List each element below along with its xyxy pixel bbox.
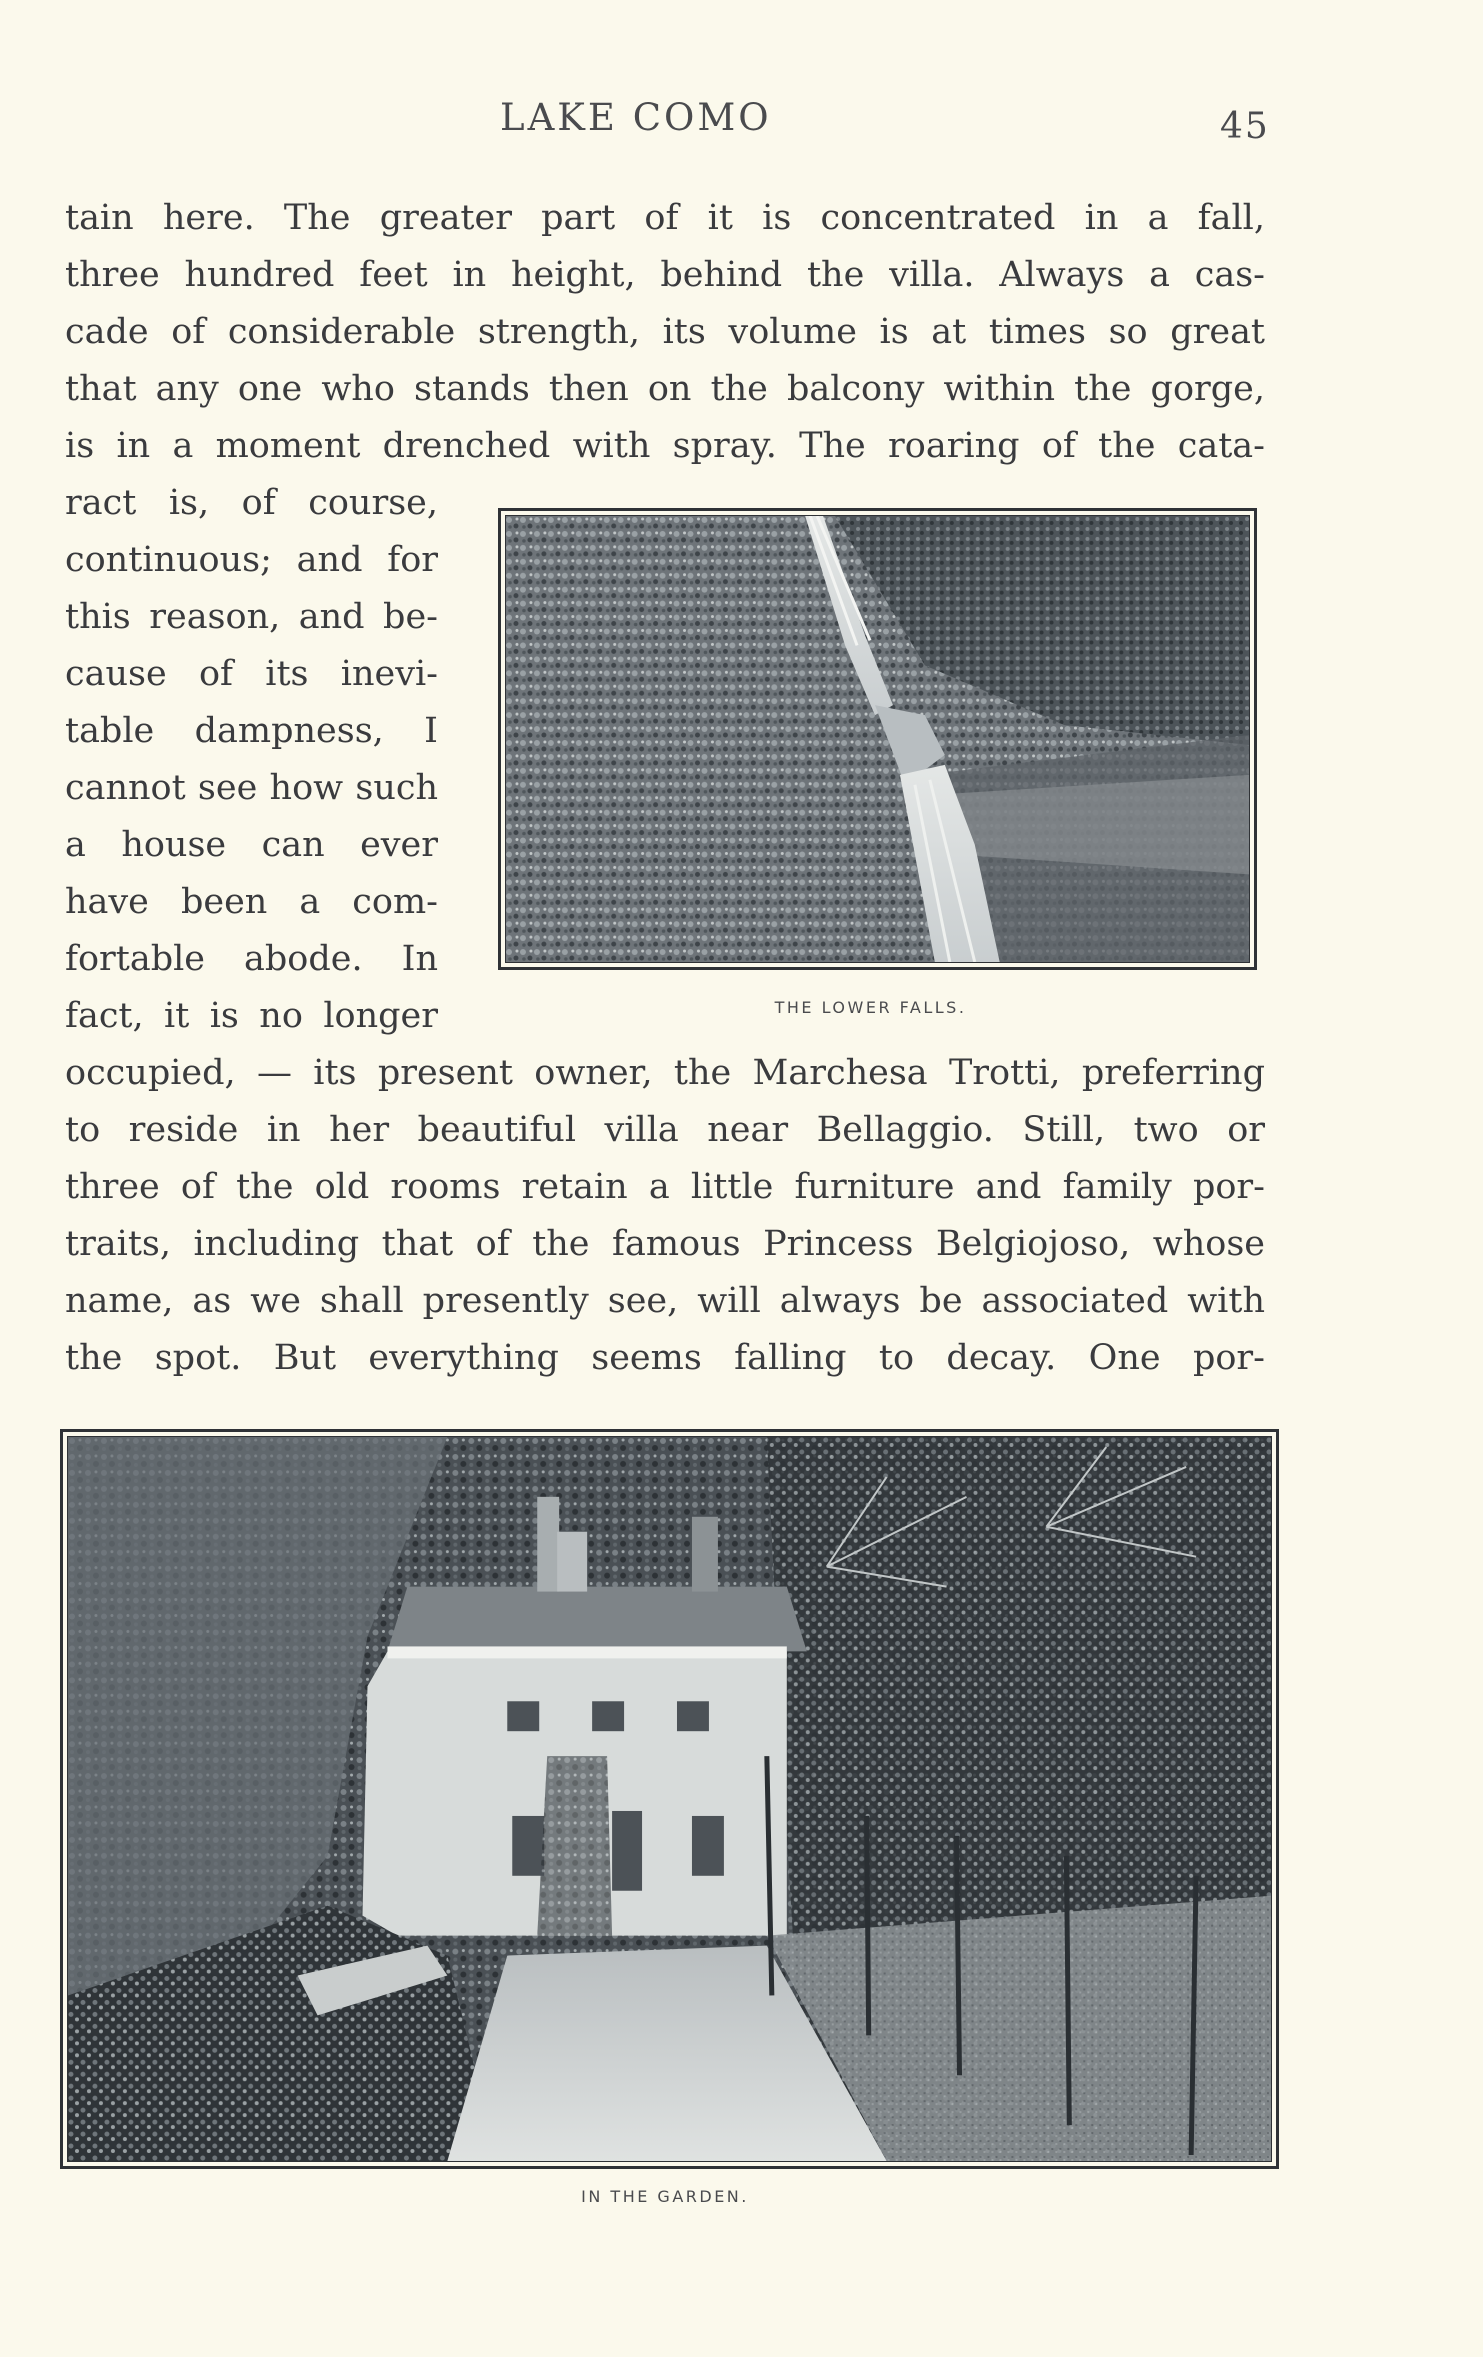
text-line: is in a moment drenched with spray. The roaring of the cata- [65,426,1265,466]
text-line: table dampness, I [65,711,438,751]
lower-falls-photo [498,508,1257,970]
running-head-title: LAKE COMO [500,96,772,139]
text-line: cause of its inevi- [65,654,438,694]
text-line: have been a com- [65,882,438,922]
text-line: ract is, of course, [65,483,438,523]
text-line: this reason, and be- [65,597,438,637]
garden-photo [60,1429,1279,2169]
text-line: that any one who stands then on the balcony within the gorge, [65,369,1265,409]
text-line: traits, including that of the famous Princess Belgiojoso, whose [65,1224,1265,1264]
text-line: name, as we shall presently see, will always be associated with [65,1281,1265,1321]
text-line: to reside in her beautiful villa near Bellaggio. Still, two or [65,1110,1265,1150]
garden-image [68,1437,1271,2161]
text-line: cannot see how such [65,768,438,808]
text-line: fact, it is no longer [65,996,438,1036]
text-line: three of the old rooms retain a little furniture and family por- [65,1167,1265,1207]
lower-falls-image [506,516,1249,962]
text-line: three hundred feet in height, behind the villa. Always a cas- [65,255,1265,295]
page-number: 45 [1220,106,1270,147]
text-line: the spot. But everything seems falling to decay. One por- [65,1338,1265,1378]
text-line: occupied, — its present owner, the Marchesa Trotti, preferring [65,1053,1265,1093]
text-line: continuous; and for [65,540,438,580]
text-line: tain here. The greater part of it is concentrated in a fall, [65,198,1265,238]
text-line: fortable abode. In [65,939,438,979]
garden-caption: IN THE GARDEN. [581,2187,749,2206]
lower-falls-caption: THE LOWER FALLS. [774,998,967,1017]
text-line: a house can ever [65,825,438,865]
text-line: cade of considerable strength, its volume is at times so great [65,312,1265,352]
